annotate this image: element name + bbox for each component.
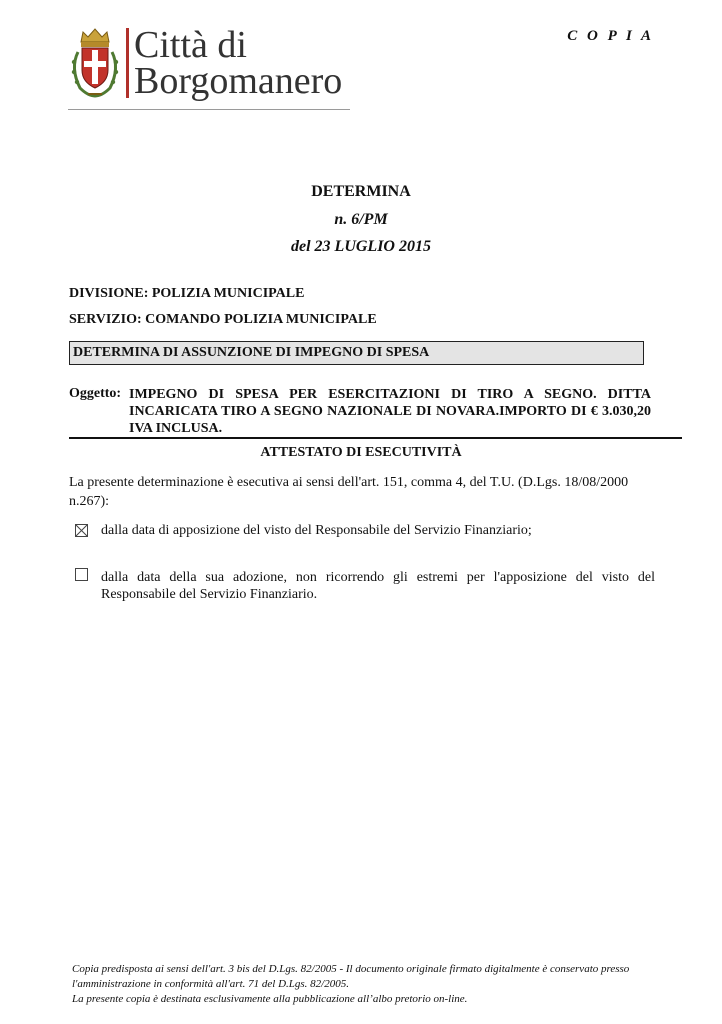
logo-divider-bar [126, 28, 129, 98]
checkmark-x-icon [76, 525, 87, 536]
logo-text-line2: Borgomanero [134, 60, 343, 102]
copy-label: C O P I A [567, 28, 654, 44]
logo-underline [68, 109, 350, 110]
option-checkbox-unchecked[interactable] [75, 568, 88, 581]
attestation-title: ATTESTATO DI ESECUTIVITÀ [260, 445, 462, 460]
option-checkbox-checked[interactable] [75, 524, 88, 537]
footer-line-1: Copia predisposta ai sensi dell'art. 3 bis del D.Lgs. 82/2005 - Il documento originale firmato digitalmente è conservato presso l'amministrazione in conformità all'art. 71 del D.Lgs. 82/2005. [72, 963, 630, 990]
city-logo [68, 24, 350, 110]
subject-label: Oggetto: [69, 386, 122, 401]
coat-of-arms-icon [68, 26, 122, 100]
option-text-visto: dalla data di apposizione del visto del Responsabile del Servizio Finanziario; [101, 523, 532, 538]
document-number: n. 6/PM [334, 211, 388, 228]
logo-text-line1: Città di [134, 24, 247, 66]
footer-line-2: La presente copia è destinata esclusivamente alla pubblicazione all’albo pretorio on-line. [72, 993, 468, 1005]
determina-type-box: DETERMINA DI ASSUNZIONE DI IMPEGNO DI SPESA [69, 341, 644, 365]
subject-text: IMPEGNO DI SPESA PER ESERCITAZIONI DI TIRO A SEGNO. DITTA INCARICATA TIRO A SEGNO NAZIONALE DI NOVARA.IMPORTO DI € 3.030,20 IVA INCLUSA. [129, 387, 651, 436]
option-text-adozione: dalla data della sua adozione, non ricorrendo gli estremi per l'apposizione del visto del Responsabile del Servizio Finanziario. [101, 570, 655, 602]
attestation-intro: La presente determinazione è esecutiva ai sensi dell'art. 151, comma 4, del T.U. (D.Lgs. 18/08/2000 n.267): [69, 475, 629, 509]
document-title: DETERMINA [311, 183, 411, 200]
document-date: del 23 LUGLIO 2015 [291, 238, 431, 255]
section-divider [69, 437, 682, 439]
service-label: SERVIZIO: COMANDO POLIZIA MUNICIPALE [69, 312, 377, 327]
division-label: DIVISIONE: POLIZIA MUNICIPALE [69, 286, 305, 301]
footer-note [72, 962, 662, 1007]
